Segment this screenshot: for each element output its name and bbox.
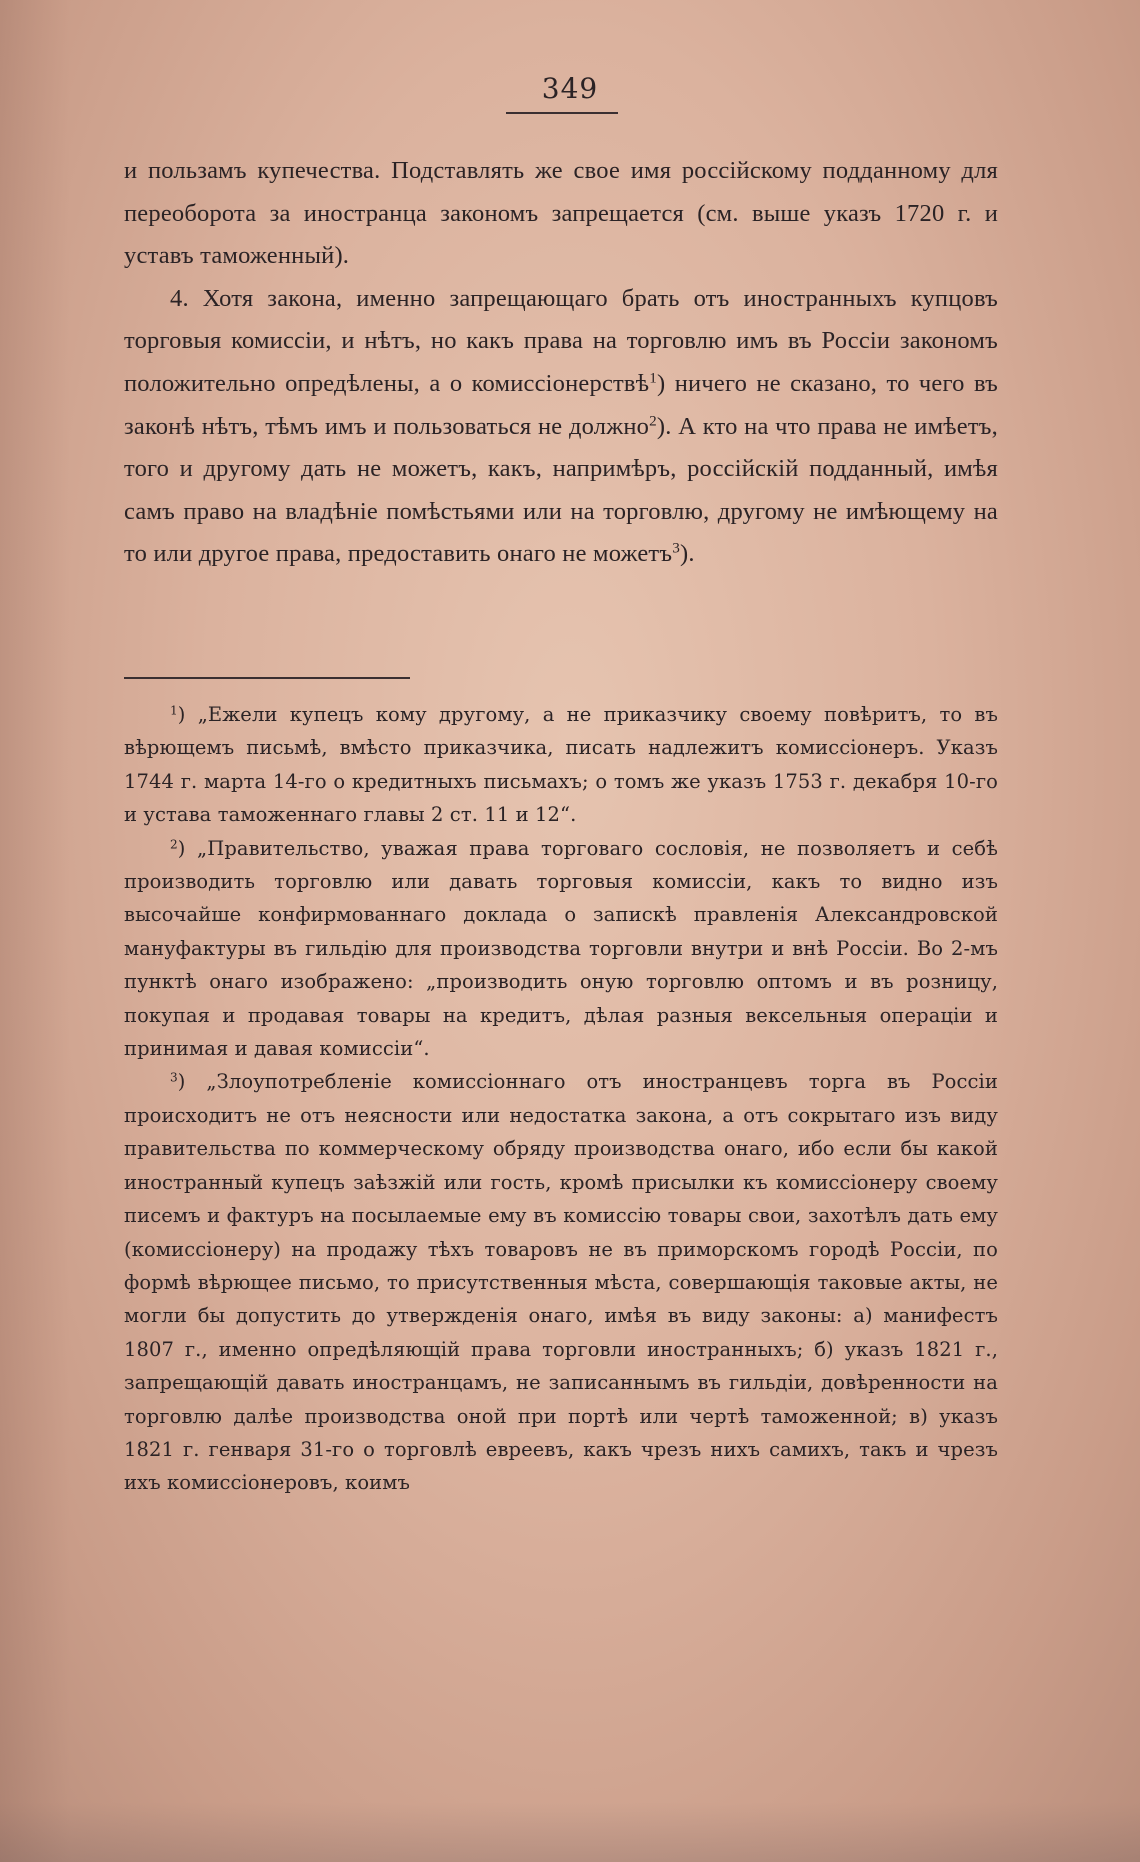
page-bottom-shadow	[0, 1802, 1140, 1862]
main-text	[124, 150, 998, 576]
footnote-2-text: ) „Правительство, уважая права торговаго сословія, не позволяетъ и себѣ производить торговлю или давать торговыя комиссіи, какъ то видно изъ высочайше конфирмованнаго доклада о запискѣ правленія Александровской мануфактуры въ гильдію для производства торговли внутри и внѣ Россіи. Во 2-мъ пунктѣ онаго изображено: „производить оную торговлю оптомъ и въ розницу, покупая и продавая товары на кредитъ, дѣлая разныя вексельныя операціи и принимая и давая комиссіи“.	[124, 836, 998, 1061]
footnote-ref-1: 1	[649, 369, 657, 387]
footnote-2	[124, 832, 998, 1066]
paragraph-2-part-4: ).	[680, 540, 695, 568]
page-number-rule	[506, 112, 618, 114]
footnote-separator	[124, 677, 410, 679]
footnote-marker-2: 2	[170, 836, 178, 851]
page-number: 349	[541, 72, 599, 105]
footnote-1-text: ) „Ежели купецъ кому другому, а не приказчику своему повѣритъ, то въ вѣрющемъ письмѣ, вмѣсто приказчика, писать надлежитъ комиссіонеръ. Указъ 1744 г. марта 14-го о кредитныхъ письмахъ; о томъ же указъ 1753 г. декабря 10-го и устава таможеннаго главы 2 ст. 11 и 12“.	[124, 703, 998, 827]
footnotes	[124, 698, 998, 1500]
page-edge-shadow	[0, 0, 70, 1862]
footnote-ref-3: 3	[672, 540, 680, 557]
footnote-marker-3: 3	[170, 1070, 178, 1085]
footnote-1	[124, 698, 998, 832]
paragraph-2	[124, 278, 998, 576]
footnote-3-text: ) „Злоупотребленіе комиссіоннаго отъ иностранцевъ торга въ Россіи происходитъ не отъ неясности или недостатка закона, а отъ сокрытаго изъ виду правительства по коммерческому обряду производства онаго, ибо если бы какой иностранный купецъ заѣзжій или гость, кромѣ присылки къ комиссіонеру своему писемъ и фактуръ на посылаемые ему въ комиссію товары свои, захотѣлъ дать ему (комиссіонеру) на продажу тѣхъ товаровъ не въ приморскомъ городѣ Россіи, по формѣ вѣрющее письмо, то присутственныя мѣста, совершающія таковые акты, не могли бы допустить до утвержденія онаго, имѣя въ виду законы: а) манифестъ 1807 г., именно опредѣляющій права торговли иностранныхъ; б) указъ 1821 г., запрещающій давать иностранцамъ, не записаннымъ въ гильдіи, довѣренности на торговлю далѣе производства оной при портѣ или чертѣ таможенной; в) указъ 1821 г. генваря 31-го о торговлѣ евреевъ, какъ чрезъ нихъ самихъ, такъ и чрезъ ихъ комиссіонеровъ, коимъ	[124, 1070, 998, 1495]
paragraph-2-part-2: ) ничего не сказано, то чего въ законѣ нѣтъ, тѣмъ имъ и пользоваться не должно	[124, 369, 998, 440]
footnote-3	[124, 1065, 998, 1499]
paragraph-2-part-3: ). А кто на что права не имѣетъ, того и другому дать не можетъ, какъ, напримѣръ, россійскій подданный, имѣя самъ право на владѣніе помѣстьями или на торговлю, другому не имѣющему на то или другое права, предоставить онаго не можетъ	[124, 412, 998, 568]
footnote-marker-1: 1	[170, 703, 178, 718]
paragraph-2-part-1: 4. Хотя закона, именно запрещающаго брать отъ иностранныхъ купцовъ торговыя комиссіи, и нѣтъ, но какъ права на торговлю имъ въ Россіи закономъ положительно опредѣлены, а о комиссіонерствѣ	[124, 284, 998, 397]
footnote-ref-2: 2	[649, 412, 657, 430]
paragraph-1: и пользамъ купечества. Подставлять же свое имя россійскому подданному для переоборота за иностранца закономъ запрещается (см. выше указъ 1720 г. и уставъ таможенный).	[124, 157, 998, 270]
